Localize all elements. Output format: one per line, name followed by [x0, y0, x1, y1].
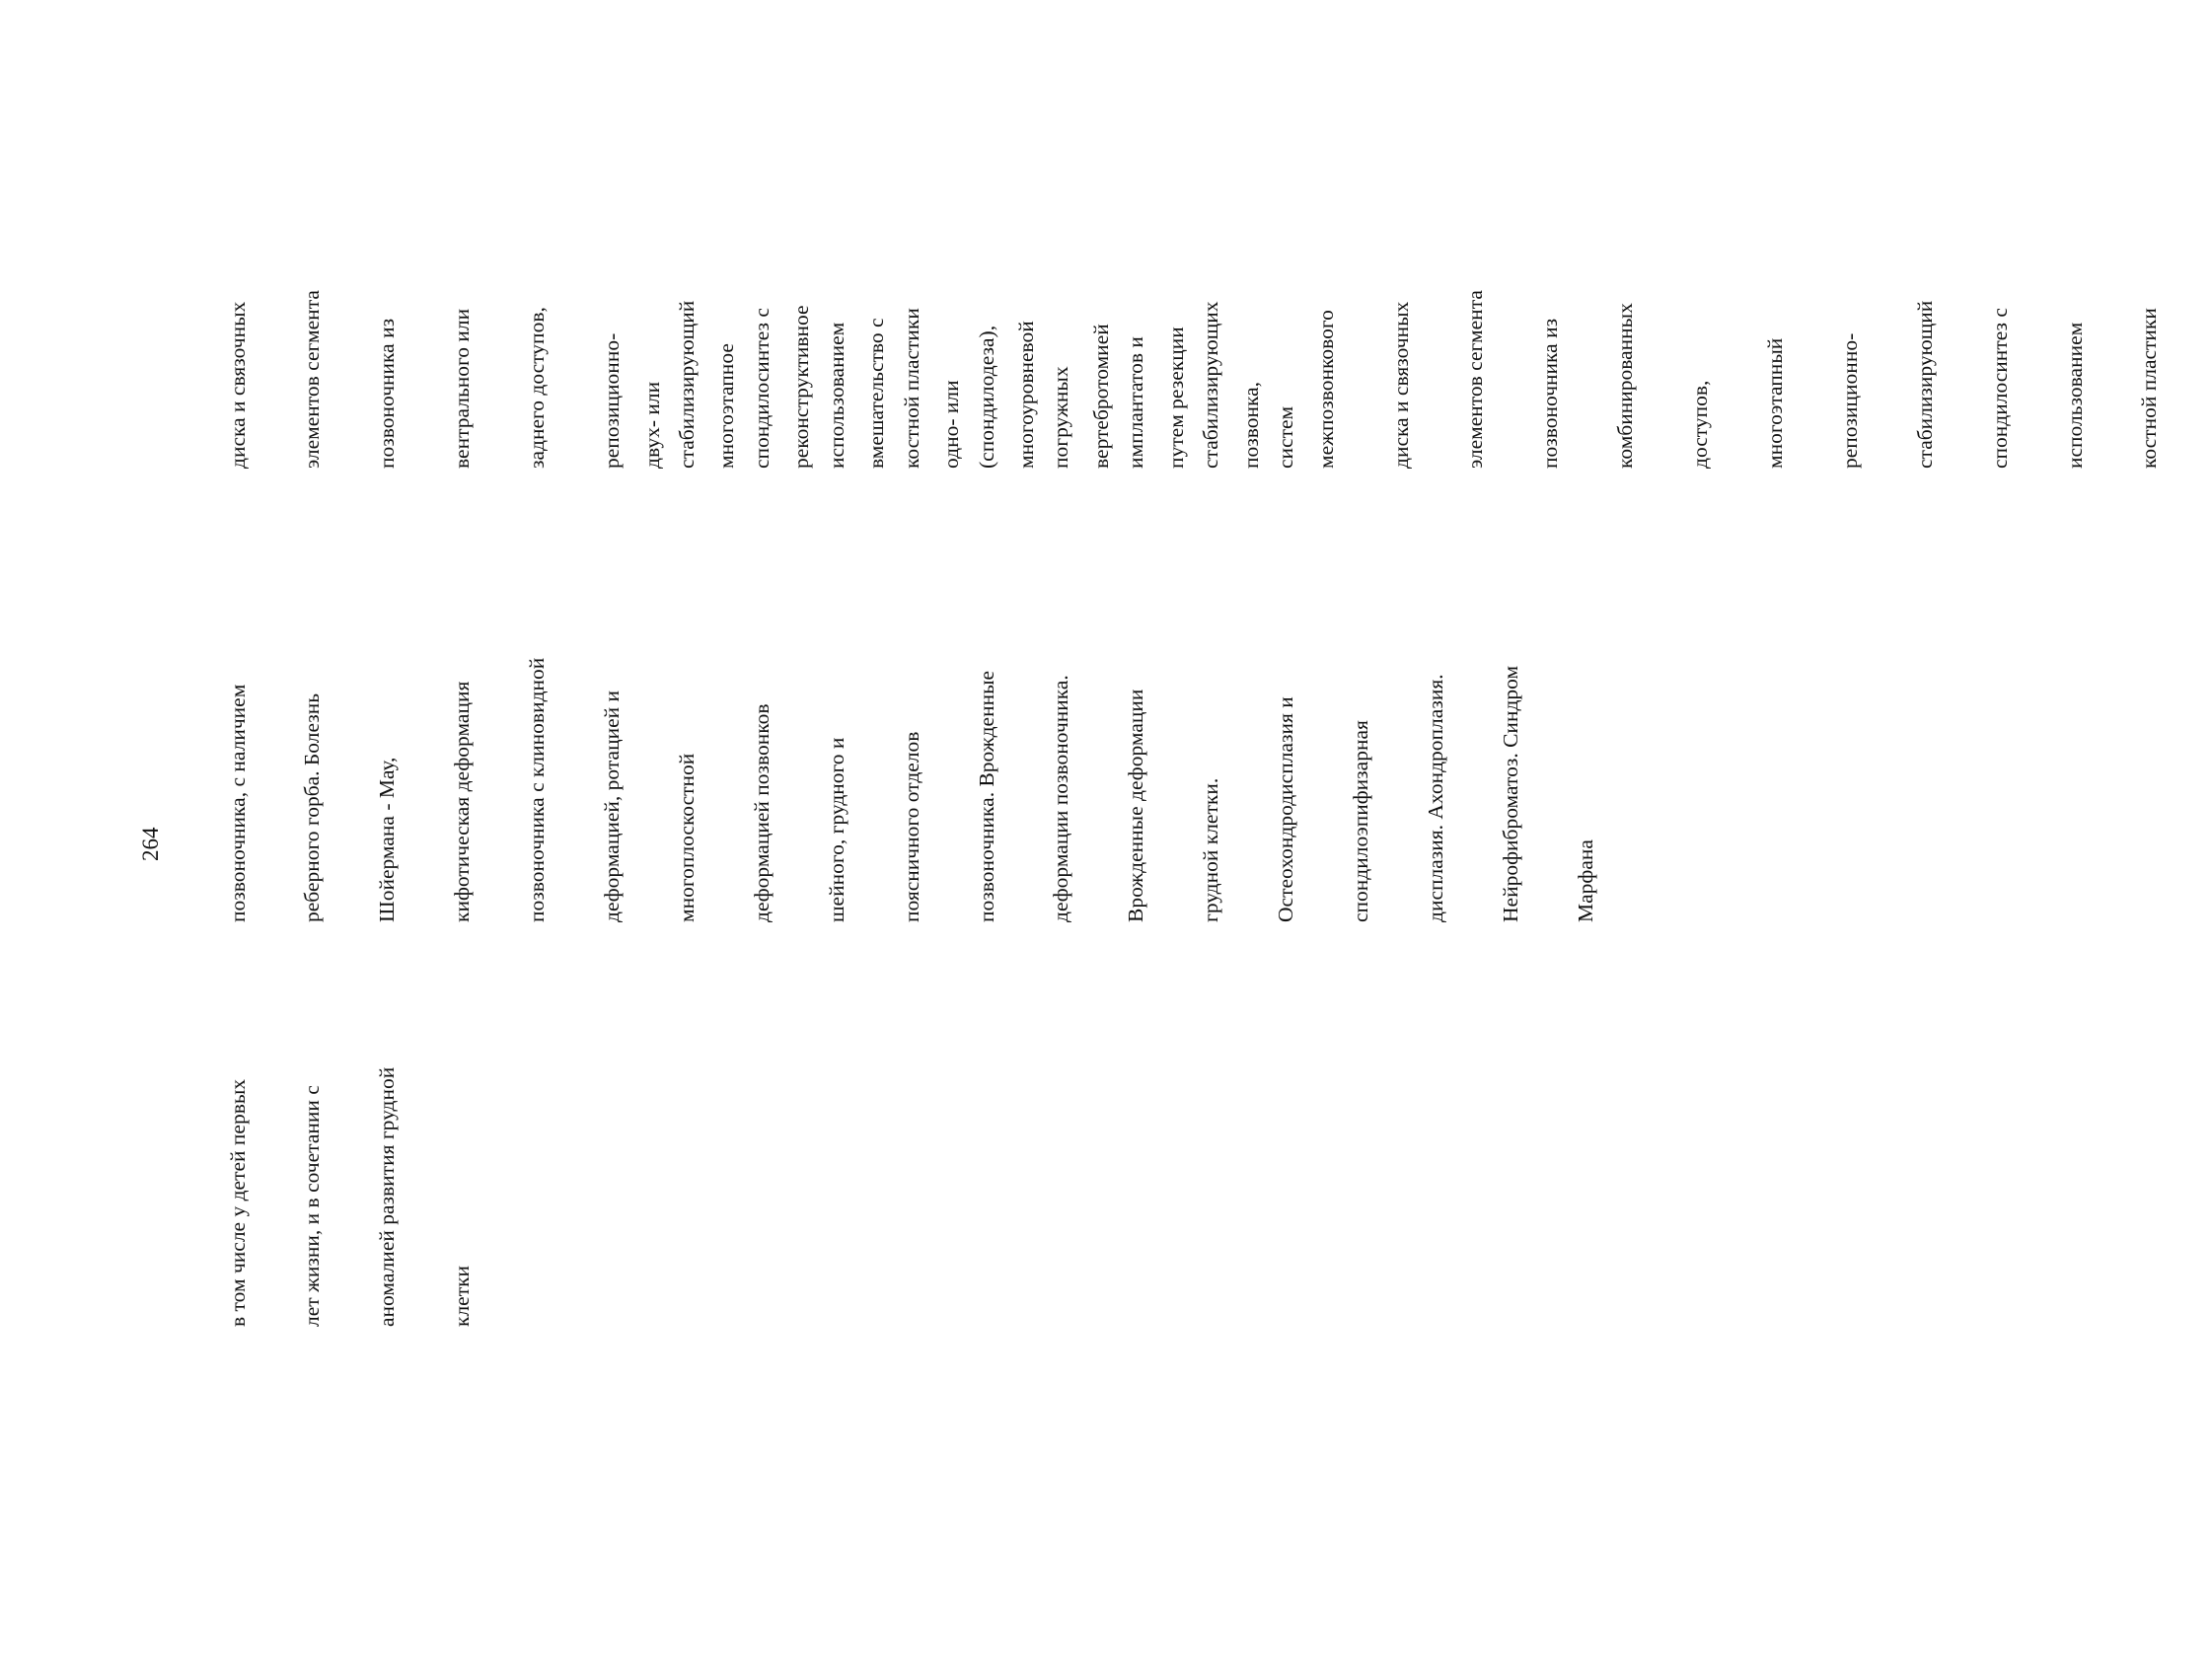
- text-line: спондилосинтез с: [749, 308, 774, 469]
- text-block-treatment-2: [590, 290, 2212, 469]
- text-line: позвоночника с клиновидной: [525, 657, 550, 922]
- text-line: комбинированных: [1613, 303, 1638, 469]
- text-line: клетки: [450, 1265, 475, 1327]
- text-line: многоплоскостной: [674, 753, 699, 922]
- text-line: одно- или: [939, 380, 964, 469]
- text-line: элементов сегмента: [1463, 290, 1488, 469]
- text-line: репозиционно-: [600, 332, 625, 469]
- text-line: погружных: [1049, 366, 1073, 469]
- text-line: диска и связочных: [1388, 301, 1413, 469]
- text-line: многоэтапное: [714, 343, 739, 469]
- text-line: деформацией позвонков: [749, 703, 774, 922]
- text-line: спондилоэпифизарная: [1348, 720, 1372, 922]
- text-line: доступов,: [1688, 380, 1713, 469]
- text-line: репозиционно-: [1837, 332, 1862, 469]
- text-line: межпозвонкового: [1313, 310, 1338, 469]
- text-line: имплантатов и: [1124, 336, 1148, 469]
- text-line: костной пластики: [2137, 308, 2162, 469]
- text-line: (спондилодеза),: [974, 325, 998, 469]
- text-line: грудной клетки.: [1199, 777, 1223, 922]
- text-line: аномалией развития грудной: [375, 1066, 400, 1327]
- text-line: реконструктивное: [789, 305, 814, 469]
- text-block-diagnoses: [176, 658, 1649, 922]
- text-line: многоэтапный: [1762, 337, 1787, 469]
- text-line: Шойермана - Мау,: [375, 757, 400, 922]
- text-line: стабилизирующих: [1199, 301, 1223, 469]
- text-line: вентрального или: [450, 308, 475, 469]
- text-line: костной пластики: [899, 308, 923, 469]
- text-line: деформации позвоночника.: [1049, 675, 1073, 922]
- text-line: многоуровневой: [1014, 321, 1039, 469]
- text-line: стабилизирующий: [1912, 300, 1937, 469]
- text-line: использованием: [2062, 322, 2087, 469]
- text-line: в том числе у детей первых: [225, 1078, 250, 1327]
- text-line: элементов сегмента: [300, 290, 325, 469]
- text-line: деформацией, ротацией и: [600, 690, 625, 922]
- text-line: кифотическая деформация: [450, 681, 475, 922]
- text-line: вертебротомией: [1088, 324, 1113, 469]
- text-line: шейного, грудного и: [824, 737, 848, 922]
- text-line: Нейрофиброматоз. Синдром: [1498, 665, 1522, 922]
- text-line: позвоночника. Врожденные: [974, 670, 998, 922]
- text-line: стабилизирующий: [674, 300, 699, 469]
- text-line: лет жизни, и в сочетании с: [300, 1085, 325, 1327]
- text-block-diagnosis-note: [176, 1067, 525, 1327]
- text-line: Марфана: [1573, 839, 1597, 922]
- text-line: Врожденные деформации: [1124, 689, 1148, 922]
- text-line: спондилосинтез с: [1987, 308, 2012, 469]
- text-line: вмешательство с: [864, 318, 889, 469]
- text-line: заднего доступов,: [525, 307, 550, 469]
- text-line: реберного горба. Болезнь: [300, 692, 325, 922]
- text-line: дисплазия. Ахондроплазия.: [1423, 674, 1447, 922]
- text-line: путем резекции: [1163, 327, 1188, 469]
- text-line: поясничного отделов: [899, 731, 923, 922]
- text-line: систем: [1274, 405, 1298, 469]
- text-line: диска и связочных: [225, 301, 250, 469]
- text-line: позвоночника из: [375, 318, 400, 469]
- page-number: 264: [138, 827, 163, 861]
- text-line: позвоночника, с наличием: [225, 684, 250, 922]
- text-line: двух- или: [639, 381, 664, 469]
- text-line: Остеохондродисплазия и: [1274, 696, 1298, 922]
- text-line: использованием: [824, 322, 848, 469]
- text-line: позвоночника из: [1538, 318, 1563, 469]
- text-line: позвонка,: [1238, 381, 1263, 469]
